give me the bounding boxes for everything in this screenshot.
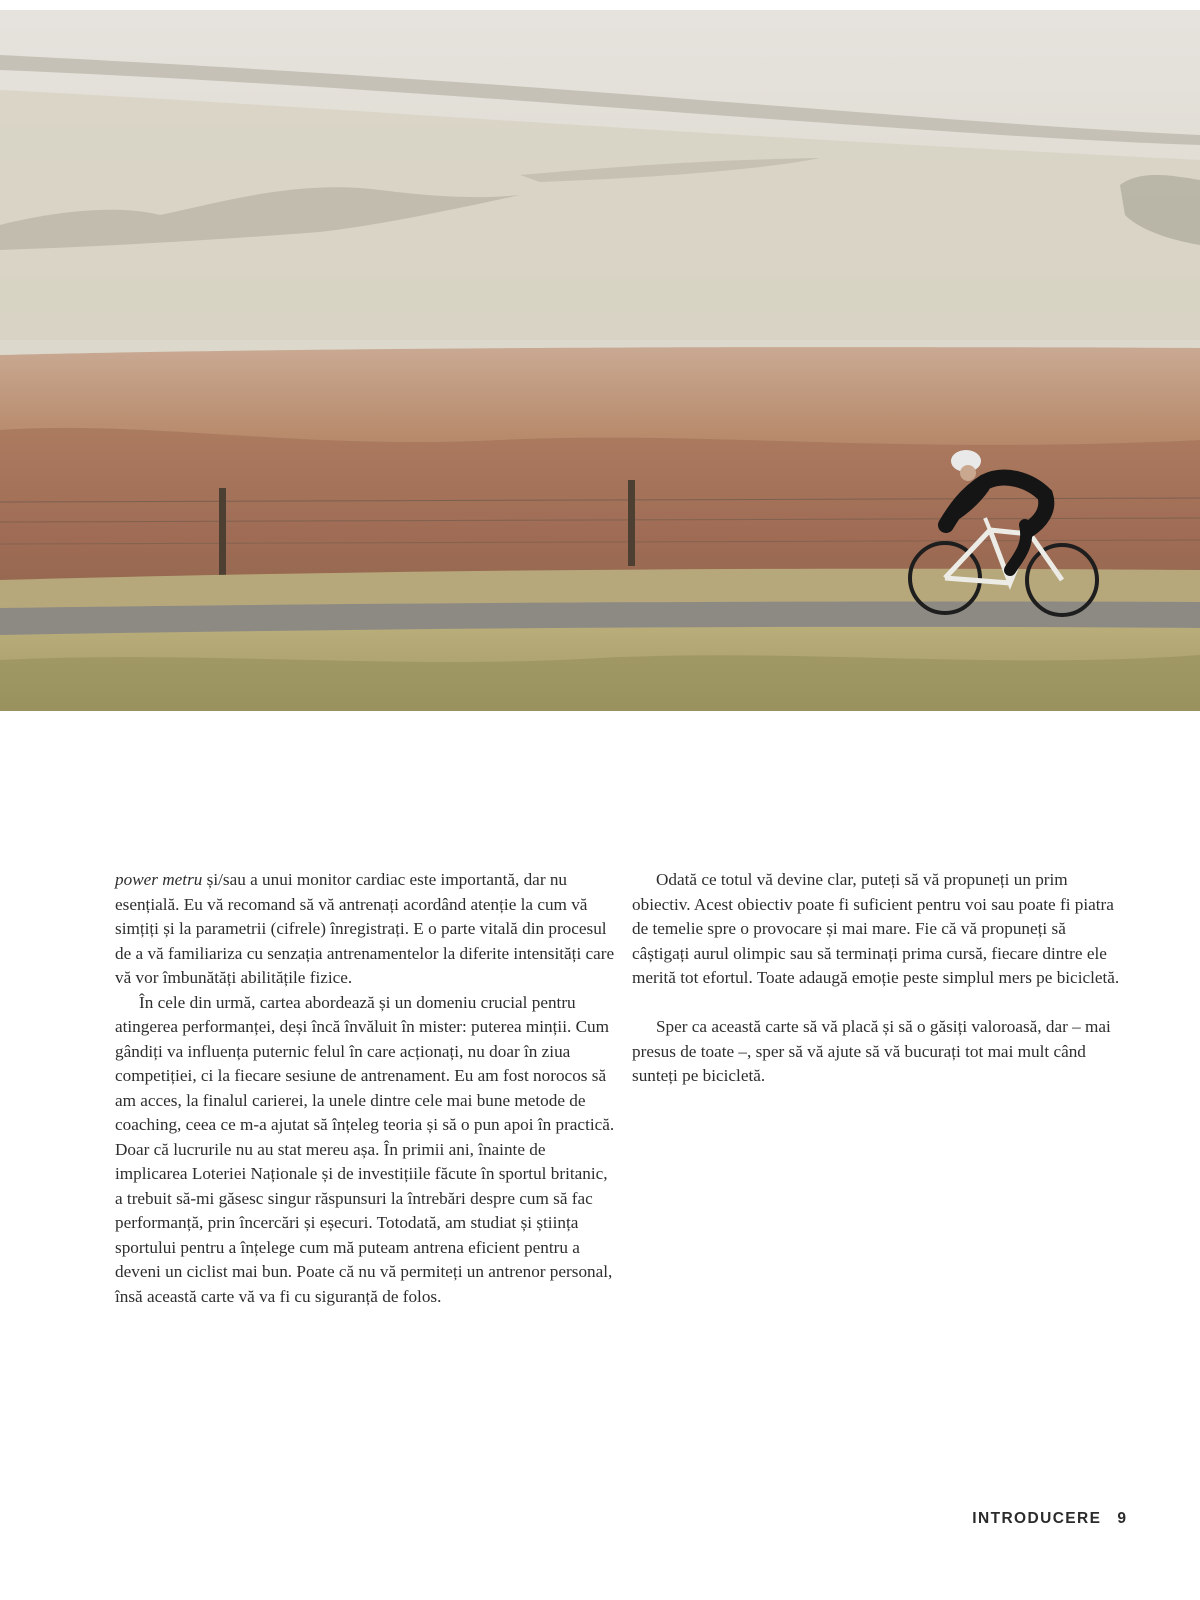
page-number: 9	[1117, 1510, 1126, 1527]
power-meter-term: power metru	[115, 870, 203, 889]
left-paragraph-2: În cele din urmă, cartea abordează și un domeniu crucial pentru atingerea performanței, deși încă învăluit în mister: puterea minții. Cum gândiți va influența puternic felul în care acționați, nu doar în ziua competiției, ci la fiecare sesiune de antrenament. Eu am fost norocos să am acces, la finalul carierei, la unele dintre cele mai bune metode de coaching, ceea ce m-a ajutat să înțeleg teoria și să o pun apoi în practică. Doar că lucrurile nu au stat mereu așa. În primii ani, înainte de implicarea Loteriei Naționale și de investițiile făcute în sportul britanic, a trebuit să-mi găsesc singur răspunsuri la întrebări despre cum să fac performanță, prin încercări și eșecuri. Totodată, am studiat și știința sportului pentru a înțelege cum mă puteam antrena eficient pentru a deveni un ciclist mai bun. Poate că nu vă permiteți un antrenor personal, însă această carte vă va fi cu siguranță de folos.	[115, 992, 615, 1306]
section-title: INTRODUCERE	[972, 1510, 1102, 1527]
left-paragraph-1	[115, 868, 615, 991]
right-paragraph-2: Sper ca această carte să vă placă și să o găsiți valoroasă, dar – mai presus de toate –, sper să vă ajute să vă bucurați tot mai mult când sunteți pe bicicletă.	[632, 1017, 1111, 1085]
left-text-column	[115, 868, 615, 1309]
left-paragraph-1-text: și/sau a unui monitor cardiac este importantă, dar nu esențială. Eu vă recomand să vă antrenați acordând atenție la cum vă simțiți și la parametrii (cifrele) înregistrați. E o parte vitală din procesul de a vă familiariza cu senzația antrenamentelor la diferite intensități care vă vor îmbunătăți abilitățile fizice.	[115, 870, 615, 987]
page-footer	[972, 1510, 1126, 1528]
right-paragraph-1: Odată ce totul vă devine clar, puteți să vă propuneți un prim obiectiv. Acest obiectiv poate fi suficient pentru voi sau poate fi piatra de temelie spre o provocare și mai mare. Fie că vă propuneți să câștigați aurul olimpic sau să terminați prima cursă, fiecare dintre ele merită tot efortul. Toate adaugă emoție peste simplul mers pe bicicletă.	[632, 870, 1120, 987]
cyclist-landscape-photo	[0, 10, 1200, 711]
right-text-column	[632, 868, 1122, 1089]
